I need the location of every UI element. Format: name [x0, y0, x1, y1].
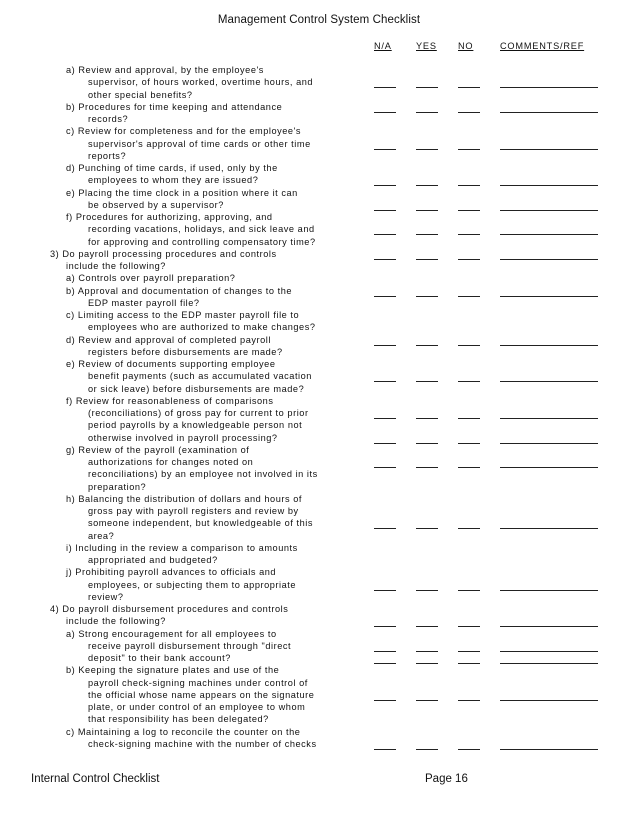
- page-number: Page 16: [425, 773, 468, 785]
- checklist-row: [0, 101, 638, 113]
- checklist-item-text: a) Controls over payroll preparation?: [66, 273, 236, 284]
- checklist-row: [0, 517, 638, 529]
- checklist-item-text: supervisor's approval of time cards or other time: [88, 138, 311, 149]
- checklist-item-text: EDP master payroll file?: [88, 297, 200, 308]
- checklist-row: [0, 554, 638, 566]
- checklist-item-text: h) Balancing the distribution of dollars and hours of: [66, 493, 302, 504]
- checklist-row: [0, 346, 638, 358]
- checklist-item-text: f) Review for reasonableness of comparisons: [66, 395, 274, 406]
- checklist-item-text: j) Prohibiting payroll advances to officials and: [66, 567, 277, 578]
- checklist-row: [0, 138, 638, 150]
- checklist-row: [0, 493, 638, 505]
- checklist-row: [0, 505, 638, 517]
- checklist-item-text: a) Review and approval, by the employee's: [66, 65, 264, 75]
- checklist-item-text: appropriated and budgeted?: [88, 555, 218, 565]
- checklist-item-text: the official whose name appears on the signature: [88, 689, 315, 700]
- checklist-row: [0, 689, 638, 701]
- checklist-row: [0, 260, 638, 272]
- checklist-row: [0, 713, 638, 725]
- checklist-row: [0, 150, 638, 162]
- checklist-row: [0, 223, 638, 235]
- checklist-item-text: for approving and controlling compensatory time?: [88, 236, 316, 247]
- checklist-item-text: someone independent, but knowledgeable of this: [88, 518, 314, 529]
- checklist-item-text: i) Including in the review a comparison to amounts: [66, 542, 298, 553]
- checklist-item-text: recording vacations, holidays, and sick leave and: [88, 224, 315, 235]
- checklist-item-text: b) Procedures for time keeping and attendance: [66, 101, 283, 112]
- checklist-item-text: 3) Do payroll processing procedures and controls: [50, 248, 277, 259]
- checklist-row: [0, 370, 638, 382]
- checklist-row: [0, 726, 638, 738]
- checklist-row: [0, 456, 638, 468]
- checklist-row: [0, 321, 638, 333]
- checklist-row: [0, 603, 638, 615]
- checklist-row: [0, 187, 638, 199]
- checklist-item-text: a) Strong encouragement for all employees to: [66, 628, 277, 639]
- checklist-item-text: f) Procedures for authorizing, approving, and: [66, 212, 273, 222]
- checklist-row: [0, 64, 638, 76]
- checklist-item-text: or sick leave) before disbursements are made?: [88, 383, 305, 394]
- checklist-row: [0, 640, 638, 652]
- checklist-row: [0, 677, 638, 689]
- checklist-item-text: d) Review and approval of completed payroll: [66, 334, 271, 345]
- checklist-row: [0, 236, 638, 248]
- checklist-item-text: c) Maintaining a log to reconcile the counter on the: [66, 726, 301, 737]
- checklist-item-text: deposit" to their bank account?: [88, 653, 231, 663]
- checklist-row: [0, 615, 638, 627]
- checklist-item-text: gross pay with payroll registers and review by: [88, 506, 299, 516]
- checklist-item-text: be observed by a supervisor?: [88, 199, 224, 210]
- checklist-item-text: include the following?: [66, 616, 166, 627]
- checklist-row: [0, 738, 638, 750]
- column-header-no: NO: [458, 41, 474, 51]
- checklist-item-text: reports?: [88, 150, 127, 161]
- page-title: Management Control System Checklist: [217, 14, 421, 26]
- checklist-row: [0, 248, 638, 260]
- checklist-row: [0, 358, 638, 370]
- checklist-item-text: authorizations for changes noted on: [88, 457, 254, 467]
- checklist-row: [0, 334, 638, 346]
- checklist-row: [0, 542, 638, 554]
- checklist-row: [0, 444, 638, 456]
- checklist-item-text: preparation?: [88, 481, 147, 492]
- checklist: [0, 64, 638, 750]
- checklist-row: [0, 628, 638, 640]
- checklist-item-text: check-signing machine with the number of checks: [88, 738, 317, 749]
- column-header-na: N/A: [374, 41, 392, 51]
- checklist-item-text: payroll check-signing machines under control of: [88, 677, 308, 688]
- checklist-row: [0, 76, 638, 88]
- checklist-row: [0, 395, 638, 407]
- checklist-row: [0, 199, 638, 211]
- checklist-row: [0, 272, 638, 284]
- column-header-comments: COMMENTS/REF: [500, 41, 585, 51]
- checklist-item-text: b) Keeping the signature plates and use of the: [66, 665, 280, 676]
- checklist-row: [0, 468, 638, 480]
- checklist-item-text: registers before disbursements are made?: [88, 346, 283, 357]
- column-header-yes: YES: [416, 41, 437, 51]
- checklist-item-text: receive payroll disbursement through "direct: [88, 640, 292, 651]
- checklist-row: [0, 566, 638, 578]
- checklist-row: [0, 297, 638, 309]
- checklist-row: [0, 664, 638, 676]
- checklist-row: [0, 285, 638, 297]
- checklist-row: [0, 113, 638, 125]
- yes-answer-blank: [416, 749, 438, 750]
- checklist-row: [0, 211, 638, 223]
- checklist-row: [0, 162, 638, 174]
- checklist-item-text: review?: [88, 591, 124, 602]
- checklist-item-text: other special benefits?: [88, 89, 193, 100]
- checklist-item-text: g) Review of the payroll (examination of: [66, 444, 250, 455]
- checklist-item-text: employees who are authorized to make changes?: [88, 322, 316, 333]
- checklist-row: [0, 591, 638, 603]
- checklist-item-text: period payrolls by a knowledgeable person not: [88, 420, 303, 431]
- checklist-row: [0, 701, 638, 713]
- checklist-item-text: records?: [88, 114, 129, 124]
- checklist-item-text: otherwise involved in payroll processing?: [88, 432, 278, 443]
- checklist-item-text: c) Limiting access to the EDP master payroll file to: [66, 310, 300, 320]
- checklist-row: [0, 481, 638, 493]
- footer-document-title: Internal Control Checklist: [31, 773, 160, 785]
- checklist-row: [0, 309, 638, 321]
- no-answer-blank: [458, 749, 480, 750]
- checklist-row: [0, 125, 638, 137]
- checklist-row: [0, 530, 638, 542]
- checklist-row: [0, 383, 638, 395]
- checklist-row: [0, 419, 638, 431]
- checklist-row: [0, 579, 638, 591]
- checklist-row: [0, 174, 638, 186]
- checklist-item-text: (reconciliations) of gross pay for current to prior: [88, 408, 309, 418]
- checklist-item-text: e) Placing the time clock in a position where it can: [66, 187, 298, 198]
- checklist-item-text: d) Punching of time cards, if used, only by the: [66, 163, 278, 173]
- checklist-item-text: employees to whom they are issued?: [88, 175, 259, 186]
- checklist-item-text: 4) Do payroll disbursement procedures and controls: [50, 604, 289, 614]
- checklist-item-text: b) Approval and documentation of changes to the: [66, 285, 293, 296]
- checklist-row: [0, 652, 638, 664]
- checklist-item-text: supervisor, of hours worked, overtime hours, and: [88, 77, 314, 88]
- checklist-item-text: plate, or under control of an employee to whom: [88, 702, 306, 712]
- checklist-item-text: include the following?: [66, 261, 166, 271]
- checklist-item-text: benefit payments (such as accumulated vacation: [88, 371, 312, 382]
- na-answer-blank: [374, 749, 396, 750]
- checklist-row: [0, 89, 638, 101]
- checklist-row: [0, 407, 638, 419]
- checklist-item-text: area?: [88, 530, 115, 541]
- checklist-item-text: e) Review of documents supporting employee: [66, 359, 276, 369]
- checklist-item-text: employees, or subjecting them to appropriate: [88, 579, 297, 590]
- checklist-item-text: that responsibility has been delegated?: [88, 714, 269, 725]
- comments-answer-blank: [500, 749, 598, 750]
- checklist-item-text: reconciliations) by an employee not involved in its: [88, 469, 318, 480]
- checklist-row: [0, 432, 638, 444]
- checklist-item-text: c) Review for completeness and for the employee's: [66, 126, 302, 137]
